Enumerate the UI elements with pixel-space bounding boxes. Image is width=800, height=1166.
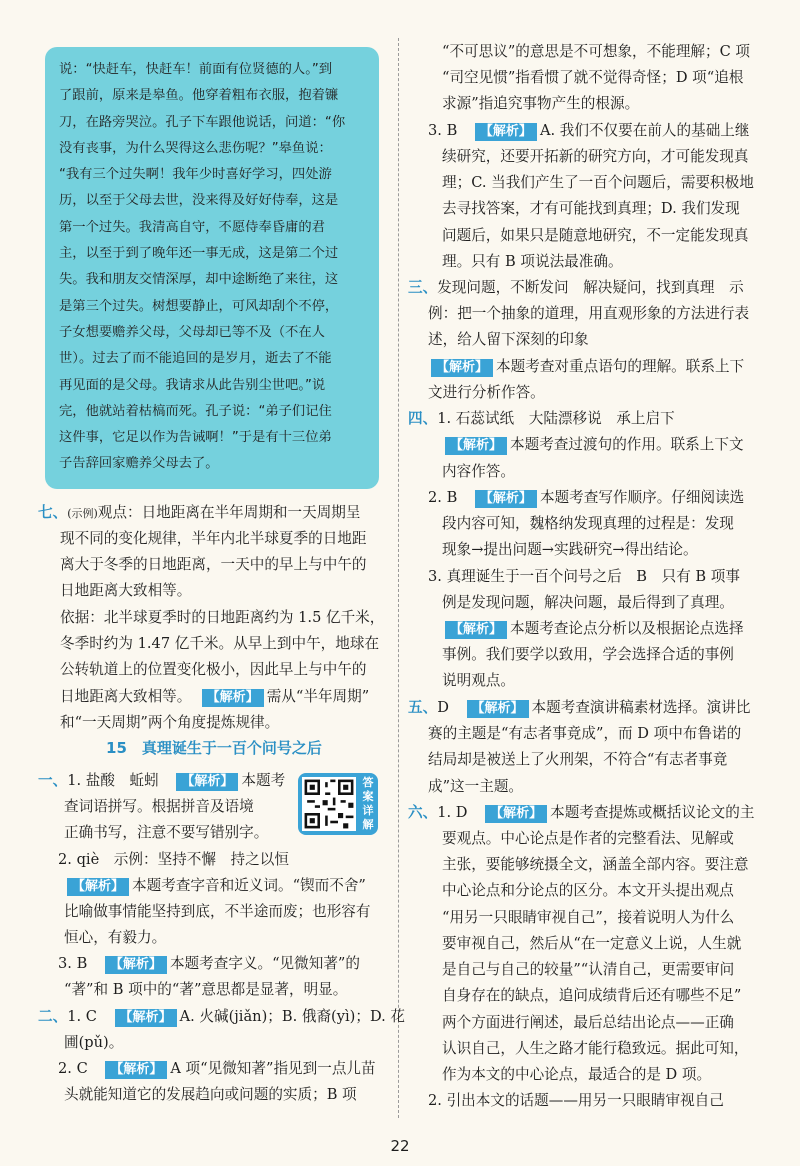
quote-box [45,47,379,489]
text: 发现问题，不断发问 解决疑问，找到真理 示 [437,279,744,296]
analysis-tag: 【 解析 】 [115,1009,177,1027]
text: 需从“半年周期” [266,688,370,705]
r-line: 两个方面进行阐述，最后总结出论点——正确 [442,1014,734,1031]
text: 本题考查提炼或概括议论文的主 [550,804,755,821]
quote-line: 是第三个过失。树想要静止，可风却刮个不停， [59,298,339,314]
q7-line: 冬季时约为 1.47 亿千米。从早上到中午，地球在 [60,635,380,652]
section-number: 五、 [408,699,438,716]
q7-line: 现不同的变化规律，半年内北半球夏季的日地距 [60,530,367,547]
q7-line: 依据：北半球夏季时的日地距离约为 1.5 亿千米， [60,609,385,626]
analysis-tag: 【 解析 】 [485,805,547,823]
q7-line [60,684,369,711]
quote-line: 这件事，它足以作为告诫啊！”于是有十三位弟 [59,430,332,446]
s1-line: 正确书写，注意不要写错别字。 [64,824,269,841]
q7-line: 和“一天周期”两个角度提炼规律。 [60,714,280,731]
text: 1. 盐酸 蚯蚓 [67,772,174,789]
r-line: 认识自己，人生之路才能行稳致远。据此可知， [442,1040,749,1057]
text: 3. B [58,955,102,972]
text: 1. C [67,1008,112,1025]
r-line: 自身存在的缺点，追问成绩背后还有哪些不足” [442,987,742,1004]
section-number: 六、 [408,804,438,821]
analysis-tag: 【 解析 】 [176,773,238,791]
s2-line: 圃(pǔ)。 [64,1034,124,1051]
r-line: 续研究，还要开拓新的研究方向，才可能发现真 [442,148,749,165]
r-line [442,616,744,643]
section-number: 三、 [408,279,438,296]
r-line: 求源”指追究事物产生的根源。 [442,95,640,112]
r-line [408,800,754,827]
text: 日地距离大致相等。 [60,688,185,705]
text: 本题考 [241,772,286,789]
r-line [408,695,750,722]
r-line: 事例。我们要学以致用，学会选择合适的事例 [442,646,734,663]
text: 观点：日地距离在半年周期和一天周期呈 [97,504,361,521]
quote-line: 子告辞回家赡养父母去了。 [59,456,219,472]
r-line: 要审视自己，然后从“在一定意义上说，人生就 [442,935,742,952]
analysis-tag: 【 解析 】 [475,490,537,508]
text: 2. B [428,489,472,506]
analysis-tag: 【 解析 】 [105,1061,167,1079]
r-line: 问题后，如果只是随意地研究，不一定能发现真 [442,227,749,244]
r-line: 中心论点和分论点的区分。本文开头提出观点 [442,882,734,899]
analysis-tag: 【 解析 】 [475,123,537,141]
r-line: 例：把一个抽象的道理，用直观形象的方法进行表 [428,305,750,322]
qr-label: 答案详解 [362,776,374,831]
text: A. 火碱(jiǎn)；B. 俄裔(yì)；D. 花 [179,1008,405,1025]
r-line [428,118,749,145]
r-line: 段内容可知，魏格纳发现真理的过程是：发现 [442,515,734,532]
r-line: 去寻找答案，才有可能找到真理；D. 我们发现 [442,200,740,217]
analysis-tag: 【 解析 】 [67,878,129,896]
text: 1. D [437,804,483,821]
r-line [408,406,675,433]
r-line: 作为本文的中心论点，最适合的是 D 项。 [442,1066,712,1083]
s2-line [38,1004,405,1031]
text: 3. B [428,122,472,139]
qr-code-badge[interactable] [298,773,378,835]
analysis-tag: 【 解析 】 [202,689,264,707]
r-line: 3. 真理诞生于一百个问号之后 B 只有 B 项事 [428,568,740,585]
quote-line: 历，以至于父母去世，没来得及好好侍奉，这是 [59,193,339,209]
s1-line: 比喻做事情能坚持到底，不半途而废；也形容有 [64,903,371,920]
r-line [442,432,744,459]
qr-code-icon [302,777,356,831]
text: D [437,699,464,716]
s1-line: 查词语拼写。根据拼音及语境 [64,798,254,815]
quote-line: “我有三个过失啊！我年少时喜好学习，四处游 [59,167,332,183]
quote-line: 再见面的是父母。我请求从此告别尘世吧。”说 [59,377,326,393]
r-line: 要观点。中心论点是作者的完整看法、见解或 [442,830,734,847]
q7-line [38,500,361,528]
column-divider [398,38,399,1118]
quote-line: 第一个过失。我清高自守，不愿侍奉昏庸的君 [59,219,325,235]
section-number: 一、 [38,772,68,789]
r-line: 理；C. 当我们产生了一百个问题后，需要积极地 [442,174,754,191]
section-number: 二、 [38,1008,68,1025]
quote-line: 说：“快赶车，快赶车！前面有位贤德的人。”到 [59,62,333,77]
text: 本题考查论点分析以及根据论点选择 [510,620,744,637]
s1-line: 恒心，有毅力。 [64,929,167,946]
text: A 项“见微知著”指见到一点儿苗 [170,1060,376,1077]
section-number: 四、 [408,410,438,427]
r-line: 结局却是被送上了火刑架，不符合“有志者事竟 [428,751,728,768]
text: 本题考查字音和近义词。“锲而不舍” [132,877,366,894]
r-line: 理。只有 B 项说法最准确。 [442,253,623,270]
r-line: 主张，要能够统摄全文，涵盖全部内容。要注意 [442,856,749,873]
r-line: “用另一只眼睛审视自己”，接着说明人为什么 [442,909,735,926]
text: 本题考查过渡句的作用。联系上下文 [510,436,744,453]
s1-line: 2. qiè 示例：坚持不懈 持之以恒 [58,851,289,868]
analysis-tag: 【 解析 】 [445,621,507,639]
r-line: “不可思议”的意思是不可想象，不能理解；C 项 [442,43,751,60]
quote-line: 刀，在路旁哭泣。孔子下车跟他说话，问道：“你 [59,114,346,130]
quote-line: 完，他就站着枯槁而死。孔子说：“弟子们记住 [59,403,332,419]
s1-line [64,873,366,900]
q7-line: 离大于冬季的日地距离，一天中的早上与中午的 [60,556,367,573]
r-line [408,275,744,302]
r-line: 赛的主题是“有志者事竟成”，而 D 项中布鲁诺的 [428,725,742,742]
quote-line: 失。我和朋友交情深厚，却中途断绝了来往，这 [59,272,339,288]
s1-line [38,768,285,795]
r-line: 成”这一主题。 [428,778,524,795]
r-line: 文进行分析作答。 [428,384,545,401]
quote-line: 了跟前，原来是皋鱼。他穿着粗布衣服，抱着镰 [59,88,339,104]
text: 本题考查对重点语句的理解。联系上下 [496,358,745,375]
s2-line [58,1056,376,1083]
quote-line: 主，以至于到了晚年还一事无成，这是第二个过 [59,246,339,262]
q7-line: 公转轨道上的位置变化极小，因此早上与中午的 [60,661,367,678]
page-number: 22 [390,1137,410,1155]
r-line: 是自己与自己的较量”“认清自己，更需要审问 [442,961,735,978]
lesson-title: 15 真理诞生于一百个问号之后 [106,739,322,757]
r-line: 例是发现问题，解决问题，最后得到了真理。 [442,594,734,611]
analysis-tag: 【 解析 】 [467,700,529,718]
text: 本题考查演讲稿素材选择。演讲比 [531,699,751,716]
section-number: 七、 [38,504,68,521]
analysis-tag: 【 解析 】 [431,359,493,377]
s2-line: 头就能知道它的发展趋向或问题的实质；B 项 [64,1086,357,1103]
text: 本题考查写作顺序。仔细阅读选 [539,489,745,506]
r-line: 内容作答。 [442,463,515,480]
q7-line: 日地距离大致相等。 [60,582,192,599]
text: 2. C [58,1060,103,1077]
quote-line: 世）。过去了而不能追回的是岁月，逝去了不能 [59,351,332,367]
r-line: 说明观点。 [442,672,515,689]
s1-line [58,951,360,978]
r-line: 2. 引出本文的话题——用另一只眼睛审视自己 [428,1092,724,1109]
quote-line: 没有丧事，为什么哭得这么悲伤呢？”皋鱼说： [59,140,332,156]
s1-line: “著”和 B 项中的“著”意思都是显著，明显。 [64,981,348,998]
r-line: “司空见惯”指看惯了就不觉得奇怪；D 项“追根 [442,69,744,86]
quote-line: 子女想要赡养父母，父母却已等不及（不在人 [59,324,325,340]
r-line: 述，给人留下深刻的印象 [428,331,589,348]
analysis-tag: 【 解析 】 [445,437,507,455]
r-line: 现象→提出问题→实践研究→得出结论。 [442,541,698,558]
text: A. 我们不仅要在前人的基础上继 [539,122,750,139]
r-line [428,354,744,381]
analysis-tag: 【 解析 】 [105,956,167,974]
text: 1. 石蕊试纸 大陆漂移说 承上启下 [437,410,675,427]
example-tag: (示例) [67,507,98,520]
text: 本题考查字义。“见微知著”的 [169,955,360,972]
r-line [428,485,744,512]
